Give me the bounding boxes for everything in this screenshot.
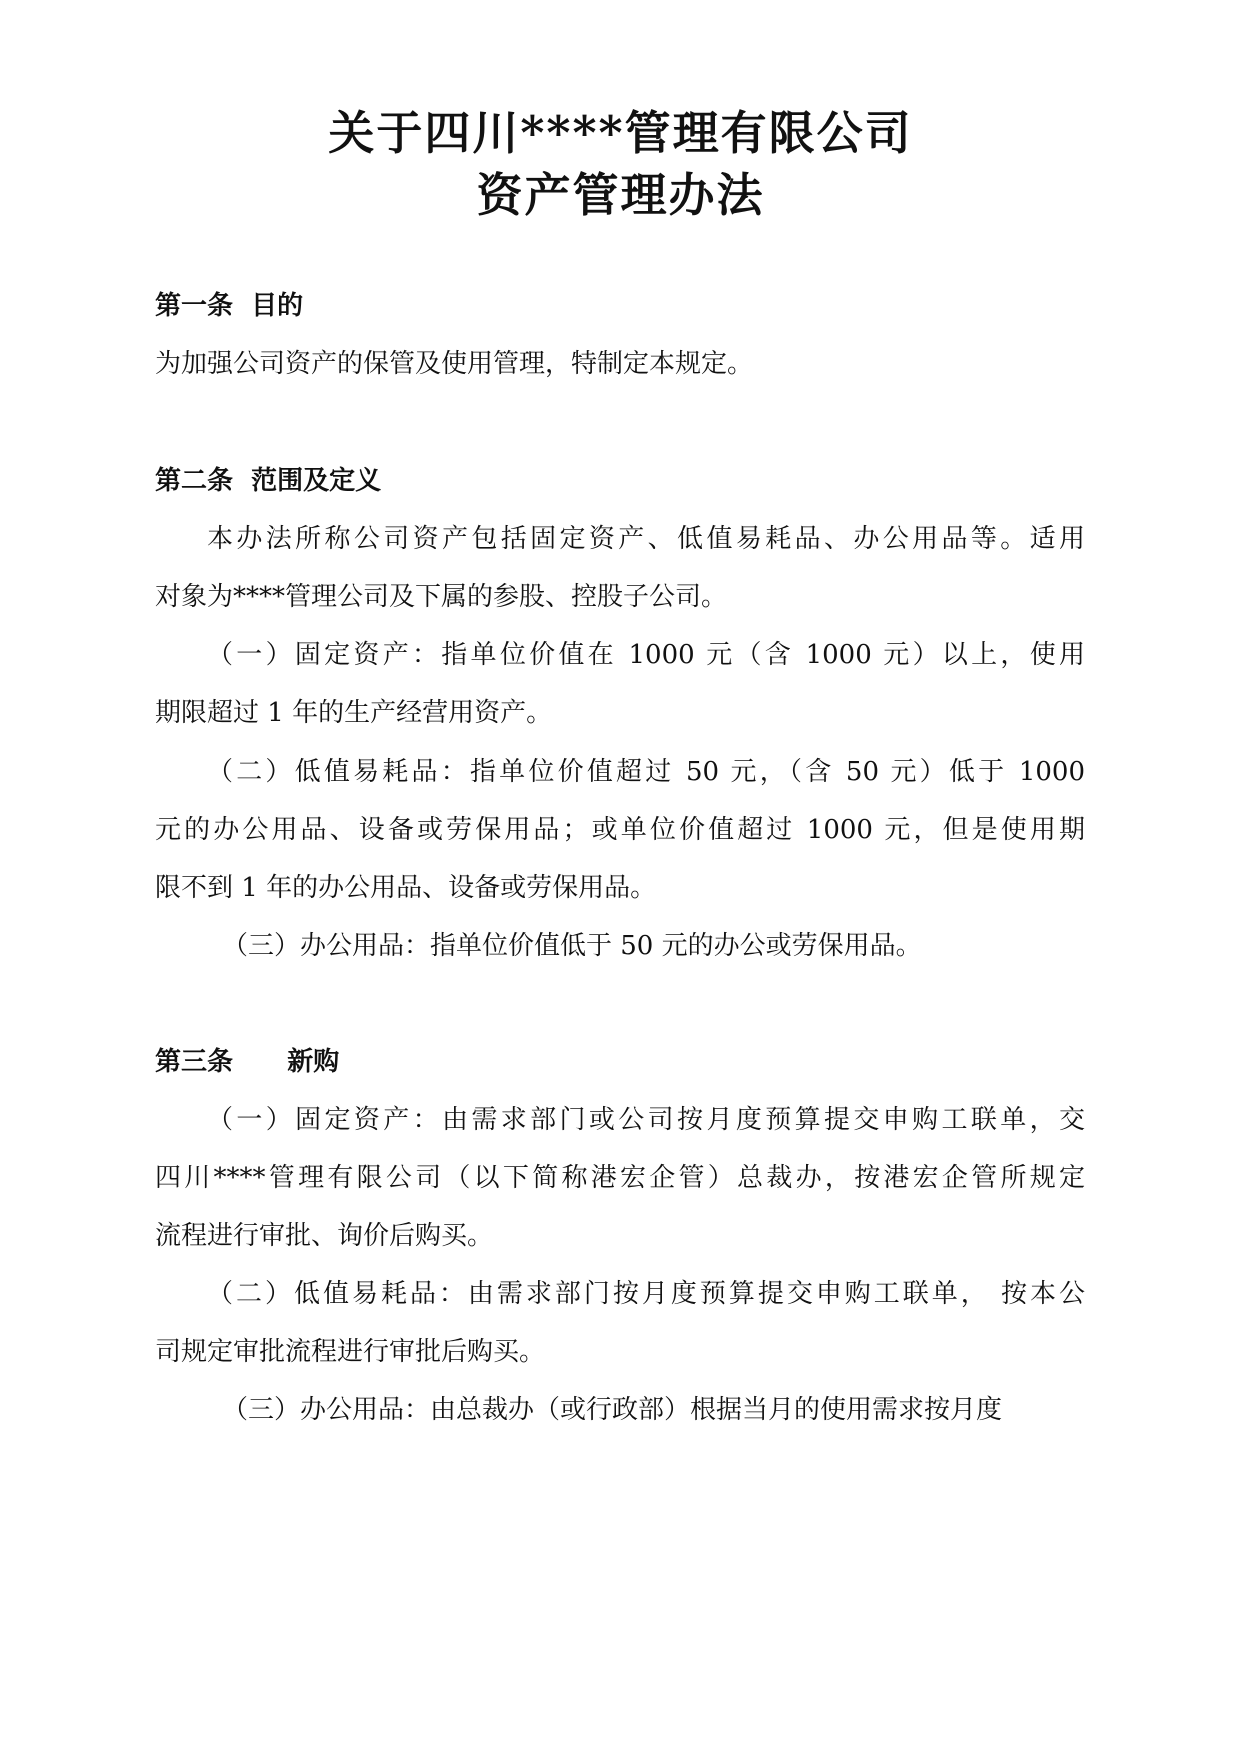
article2-item1-line1: （一）固定资产：指单位价值在 1000 元（含 1000 元）以上，使用 bbox=[207, 640, 1085, 670]
document-title-line1: 关于四川****管理有限公司 bbox=[328, 106, 913, 160]
article2-intro-line1: 本办法所称公司资产包括固定资产、低值易耗品、办公用品等。适用 bbox=[207, 524, 1085, 554]
article3-item2-line2: 司规定审批流程进行审批后购买。 bbox=[155, 1337, 546, 1367]
article3-heading: 第三条 新购 bbox=[155, 1047, 340, 1077]
article2-item1-line2: 期限超过 1 年的生产经营用资产。 bbox=[155, 698, 553, 728]
article2-item3-line1: （三）办公用品：指单位价值低于 50 元的办公或劳保用品。 bbox=[222, 931, 922, 961]
article2-heading: 第二条 范围及定义 bbox=[155, 466, 382, 496]
article1-heading: 第一条 目的 bbox=[155, 291, 304, 321]
article3-item1-line2: 四川****管理有限公司（以下简称港宏企管）总裁办，按港宏企管所规定 bbox=[155, 1163, 1085, 1193]
article2-item2-line1: （二）低值易耗品：指单位价值超过 50 元，（含 50 元）低于 1000 bbox=[207, 757, 1085, 787]
article3-item2-line1: （二）低值易耗品：由需求部门按月度预算提交申购工联单， 按本公 bbox=[207, 1279, 1085, 1309]
article2-item2-line3: 限不到 1 年的办公用品、设备或劳保用品。 bbox=[155, 873, 657, 903]
article3-item1-line1: （一）固定资产：由需求部门或公司按月度预算提交申购工联单，交 bbox=[207, 1105, 1085, 1135]
article3-item3-line1: （三）办公用品：由总裁办（或行政部）根据当月的使用需求按月度 bbox=[222, 1395, 1003, 1425]
article1-text: 为加强公司资产的保管及使用管理，特制定本规定。 bbox=[155, 349, 754, 379]
document-title-line2: 资产管理办法 bbox=[476, 168, 765, 222]
article3-item1-line3: 流程进行审批、询价后购买。 bbox=[155, 1221, 494, 1251]
article2-item2-line2: 元的办公用品、设备或劳保用品；或单位价值超过 1000 元，但是使用期 bbox=[155, 815, 1085, 845]
article2-intro-line2: 对象为****管理公司及下属的参股、控股子公司。 bbox=[155, 582, 728, 612]
